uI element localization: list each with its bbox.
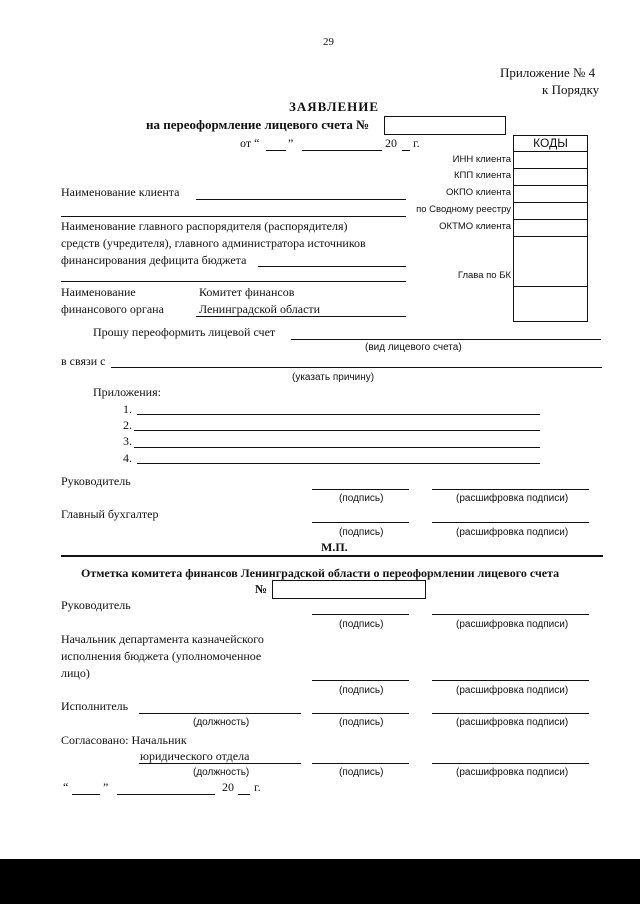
legal-position-hint: (должность) [193, 767, 250, 778]
code-cell-budget-chapter[interactable] [514, 286, 587, 321]
dept-signature-line[interactable] [312, 680, 409, 681]
client-name-line[interactable] [196, 199, 406, 200]
date-quote: ” [288, 136, 294, 150]
account-type-hint: (вид лицевого счета) [365, 342, 462, 353]
request-text: Прошу переоформить лицевой счет [93, 325, 276, 339]
fin-org-value-2: Ленинградской области [199, 302, 321, 316]
date-month-line[interactable] [302, 150, 382, 151]
code-cell-kpp[interactable] [514, 168, 587, 185]
legal-signature-hint: (подпись) [339, 767, 384, 778]
head-signature-hint: (подпись) [339, 493, 384, 504]
legal-decode-line[interactable] [432, 763, 589, 764]
mark-head-signature-line[interactable] [312, 614, 409, 615]
manager-label-3: финансирования дефицита бюджета [61, 253, 247, 267]
executor-signature-line[interactable] [312, 713, 409, 714]
codes-header: КОДЫ [533, 136, 568, 150]
date-year-prefix: 20 [385, 136, 397, 150]
code-label-kpp: КПП клиента [454, 170, 511, 181]
executor-position-hint: (должность) [193, 717, 250, 728]
document-subtitle: на переоформление лицевого счета № [146, 117, 370, 132]
dept-decode-line[interactable] [432, 680, 589, 681]
client-name-line-2[interactable] [61, 216, 406, 217]
fin-org-label-2: финансового органа [61, 302, 164, 316]
attachment-1-line[interactable] [137, 414, 540, 415]
fin-org-line [196, 316, 406, 317]
legal-signature-line[interactable] [312, 763, 409, 764]
code-cell-empty[interactable] [514, 236, 587, 286]
mark-head-decode-hint: (расшифровка подписи) [456, 619, 569, 630]
page-number: 29 [323, 36, 334, 48]
dept-decode-hint: (расшифровка подписи) [456, 685, 569, 696]
mark-number-label: № [255, 582, 268, 596]
attachment-2-line[interactable] [134, 430, 540, 431]
date-from-label: от “ [240, 136, 260, 150]
accountant-label: Главный бухгалтер [61, 507, 159, 521]
reason-hint: (указать причину) [292, 372, 375, 383]
code-label-inn: ИНН клиента [452, 154, 511, 165]
mark-title: Отметка комитета финансов Ленинградской области о переоформлении лицевого счета [81, 566, 560, 580]
dept-label-3: лицо) [61, 666, 90, 680]
scan-bottom-bar [0, 859, 640, 904]
head-decode-hint: (расшифровка подписи) [456, 493, 569, 504]
mark-date-day-line[interactable] [72, 794, 100, 795]
mark-head-sign-hint: (подпись) [339, 619, 384, 630]
document-title: ЗАЯВЛЕНИЕ [289, 99, 380, 114]
accountant-decode-hint: (расшифровка подписи) [456, 527, 569, 538]
codes-table [513, 135, 588, 322]
manager-label-2: средств (учредителя), главного администратора источников [61, 236, 366, 250]
stamp-label: М.П. [321, 540, 348, 554]
code-cell-oktmo[interactable] [514, 219, 587, 236]
fin-org-value-1: Комитет финансов [199, 285, 295, 299]
code-cell-inn[interactable] [514, 151, 587, 168]
executor-signature-hint: (подпись) [339, 717, 384, 728]
executor-position-line[interactable] [139, 713, 301, 714]
attachment-4-line[interactable] [137, 463, 540, 464]
date-g: г. [413, 136, 420, 150]
head-decode-line[interactable] [432, 489, 589, 490]
mark-date-month-line[interactable] [117, 794, 215, 795]
mark-date-year-prefix: 20 [222, 780, 234, 794]
code-cell-registry[interactable] [514, 202, 587, 219]
manager-line[interactable] [258, 266, 406, 267]
legal-position-line [139, 763, 301, 764]
code-label-oktmo: ОКТМО клиента [439, 221, 511, 232]
mark-head-decode-line[interactable] [432, 614, 589, 615]
executor-decode-hint: (расшифровка подписи) [456, 717, 569, 728]
date-day-line[interactable] [266, 150, 286, 151]
account-number-field[interactable] [384, 116, 506, 135]
client-name-label: Наименование клиента [61, 185, 180, 199]
account-type-line[interactable] [291, 339, 601, 340]
accountant-decode-line[interactable] [432, 522, 589, 523]
accountant-signature-hint: (подпись) [339, 527, 384, 538]
attachment-4-number: 4. [123, 451, 132, 465]
dept-label-1: Начальник департамента казначейского [61, 632, 264, 646]
code-label-registry: по Сводному реестру [416, 204, 511, 215]
agreed-label: Согласовано: Начальник [61, 733, 187, 747]
mark-date-g: г. [254, 780, 261, 794]
manager-line-2[interactable] [61, 281, 406, 282]
legal-dept-label: юридического отдела [140, 749, 250, 763]
appendix-line2: к Порядку [542, 82, 600, 97]
executor-decode-line[interactable] [432, 713, 589, 714]
mark-date-open-quote: “ [63, 780, 69, 794]
attachment-1-number: 1. [123, 402, 132, 416]
legal-decode-hint: (расшифровка подписи) [456, 767, 569, 778]
code-label-okpo: ОКПО клиента [446, 187, 511, 198]
attachment-2-number: 2. [123, 418, 132, 432]
dept-label-2: исполнения бюджета (уполномоченное [61, 649, 262, 663]
reason-line[interactable] [111, 367, 602, 368]
code-cell-okpo[interactable] [514, 185, 587, 202]
manager-label-1: Наименование главного распорядителя (распорядителя) [61, 219, 348, 233]
mark-account-number-field[interactable] [272, 580, 426, 599]
dept-signature-hint: (подпись) [339, 685, 384, 696]
accountant-signature-line[interactable] [312, 522, 409, 523]
attachment-3-line[interactable] [134, 447, 540, 448]
attachment-3-number: 3. [123, 434, 132, 448]
appendix-line1: Приложение № 4 [500, 65, 596, 80]
mark-head-label: Руководитель [61, 598, 131, 612]
mark-date-year-line[interactable] [238, 794, 250, 795]
attachments-label: Приложения: [93, 385, 161, 399]
reason-label: в связи с [61, 354, 106, 368]
code-label-budget-chapter: Глава по БК [457, 270, 511, 281]
date-year-line[interactable] [402, 150, 410, 151]
head-label: Руководитель [61, 474, 131, 488]
head-signature-line[interactable] [312, 489, 409, 490]
mark-date-close-quote: ” [103, 780, 109, 794]
section-divider [61, 555, 603, 557]
executor-label: Исполнитель [61, 699, 129, 713]
fin-org-label-1: Наименование [61, 285, 136, 299]
